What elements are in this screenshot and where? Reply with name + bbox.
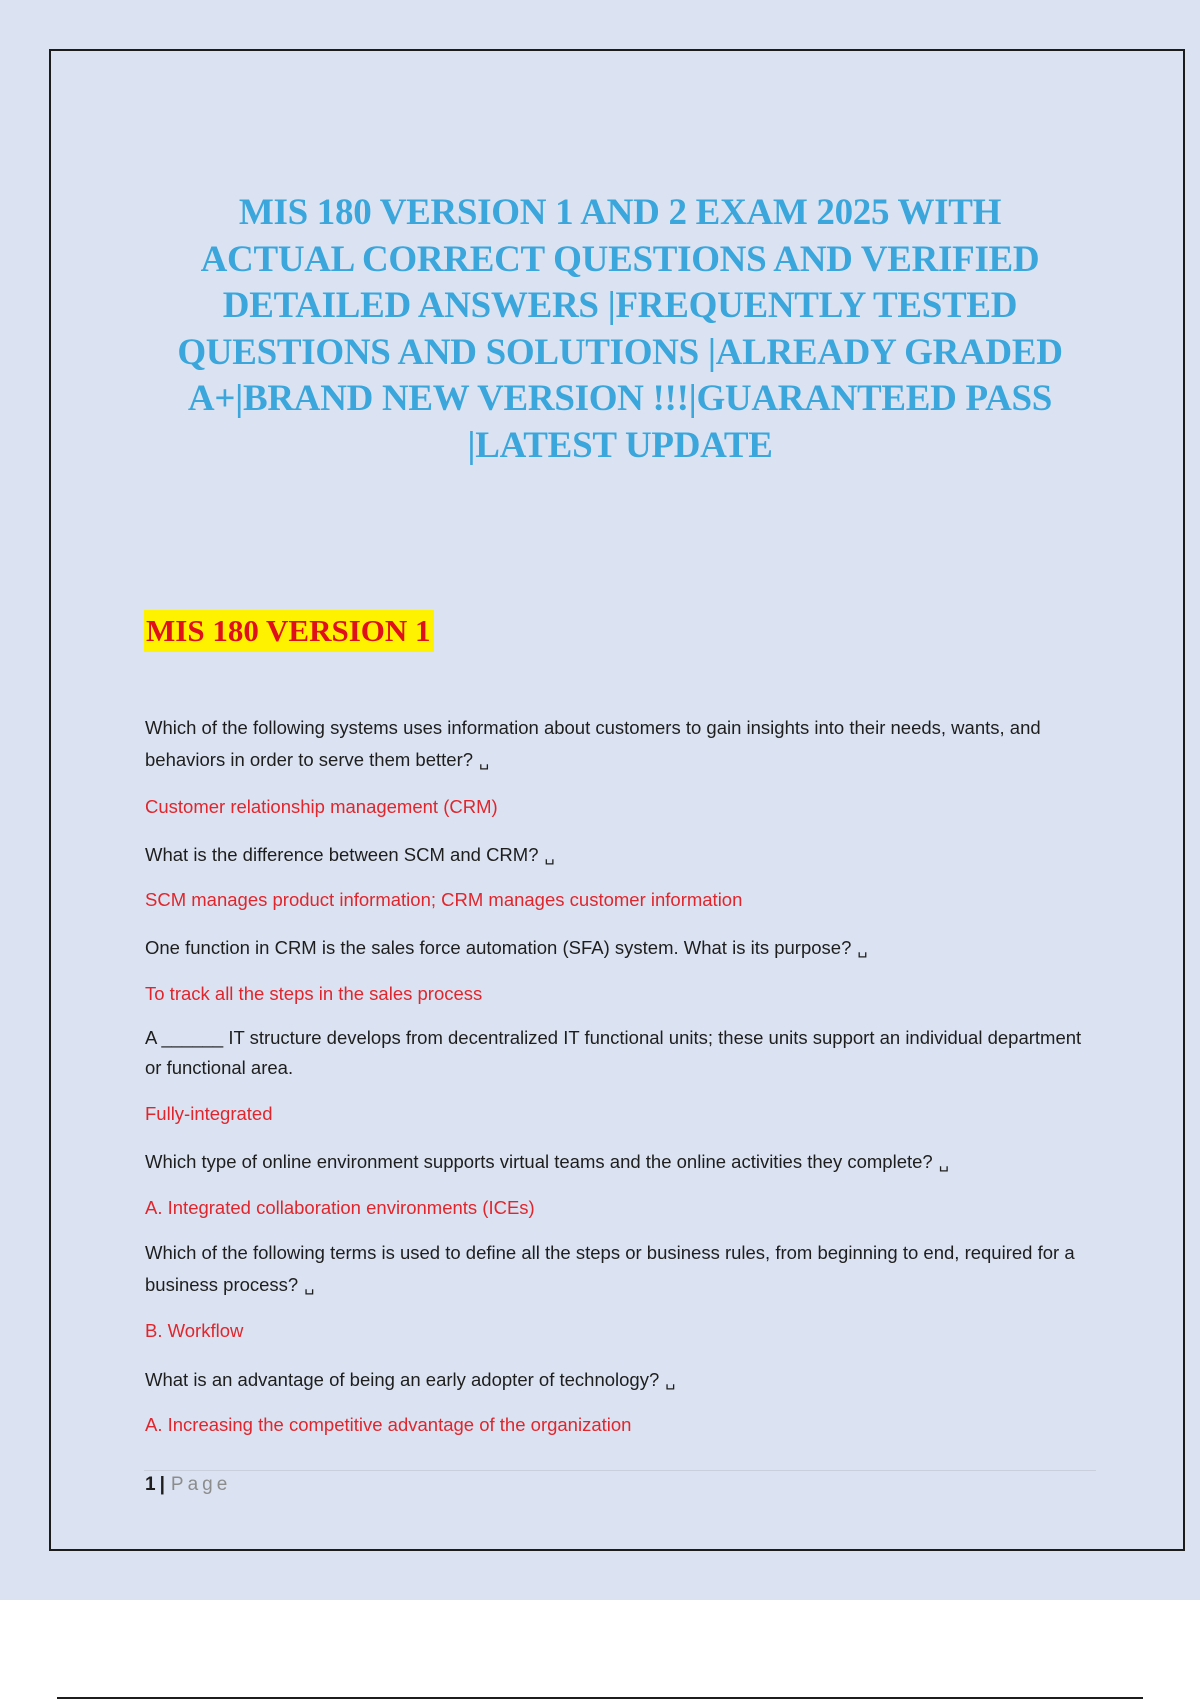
answer-text: Customer relationship management (CRM) bbox=[145, 796, 498, 817]
page-footer bbox=[145, 1472, 231, 1498]
question-text: Which of the following terms is used to define all the steps or business rules, from beginning to end, required for a business process? ␣ bbox=[145, 1237, 1085, 1303]
blank-marker-icon: ␣ bbox=[544, 848, 555, 865]
title-line: QUESTIONS AND SOLUTIONS |ALREADY GRADED bbox=[177, 331, 1063, 373]
blank-marker-icon: ␣ bbox=[938, 1155, 949, 1172]
title-line: MIS 180 VERSION 1 AND 2 EXAM 2025 WITH bbox=[238, 192, 1002, 233]
section-heading: MIS 180 VERSION 1 bbox=[144, 610, 434, 652]
answer-text: A. Integrated collaboration environments (ICEs) bbox=[145, 1197, 535, 1218]
answer-text: Fully-integrated bbox=[145, 1103, 273, 1124]
question-text: What is the difference between SCM and CRM? ␣ bbox=[145, 839, 1085, 873]
footer-divider bbox=[144, 1470, 1096, 1471]
blank-marker-icon: ␣ bbox=[665, 1373, 676, 1390]
question-text: A ______ IT structure develops from decentralized IT functional units; these units support an individual department or functional area. bbox=[145, 1027, 1082, 1078]
question-text: Which of the following systems uses information about customers to gain insights into their needs, wants, and behaviors in order to serve them better? ␣ bbox=[145, 712, 1085, 778]
answer-text: To track all the steps in the sales process bbox=[145, 983, 483, 1004]
question-text: What is an advantage of being an early adopter of technology? ␣ bbox=[145, 1364, 1085, 1398]
question-text: Which type of online environment supports virtual teams and the online activities they complete? ␣ bbox=[145, 1146, 1085, 1180]
document-title bbox=[130, 190, 1110, 469]
answer-text: SCM manages product information; CRM manages customer information bbox=[145, 889, 743, 910]
title-line: ACTUAL CORRECT QUESTIONS AND VERIFIED bbox=[200, 238, 1040, 280]
page-number: 1 bbox=[145, 1474, 156, 1495]
title-line: DETAILED ANSWERS |FREQUENTLY TESTED bbox=[222, 285, 1018, 326]
title-line: |LATEST UPDATE bbox=[467, 424, 773, 466]
blank-marker-icon: ␣ bbox=[857, 941, 868, 958]
page-label: Page bbox=[170, 1474, 232, 1495]
question-text: One function in CRM is the sales force automation (SFA) system. What is its purpose? ␣ bbox=[145, 932, 1085, 966]
answer-text: A. Increasing the competitive advantage of the organization bbox=[145, 1414, 632, 1435]
blank-marker-icon: ␣ bbox=[479, 753, 490, 770]
blank-marker-icon: ␣ bbox=[304, 1278, 315, 1295]
answer-text: B. Workflow bbox=[145, 1320, 244, 1341]
title-line: A+|BRAND NEW VERSION !!!|GUARANTEED PASS bbox=[187, 378, 1053, 419]
next-page-top-rule bbox=[57, 1697, 1143, 1699]
footer-separator: | bbox=[159, 1474, 165, 1495]
